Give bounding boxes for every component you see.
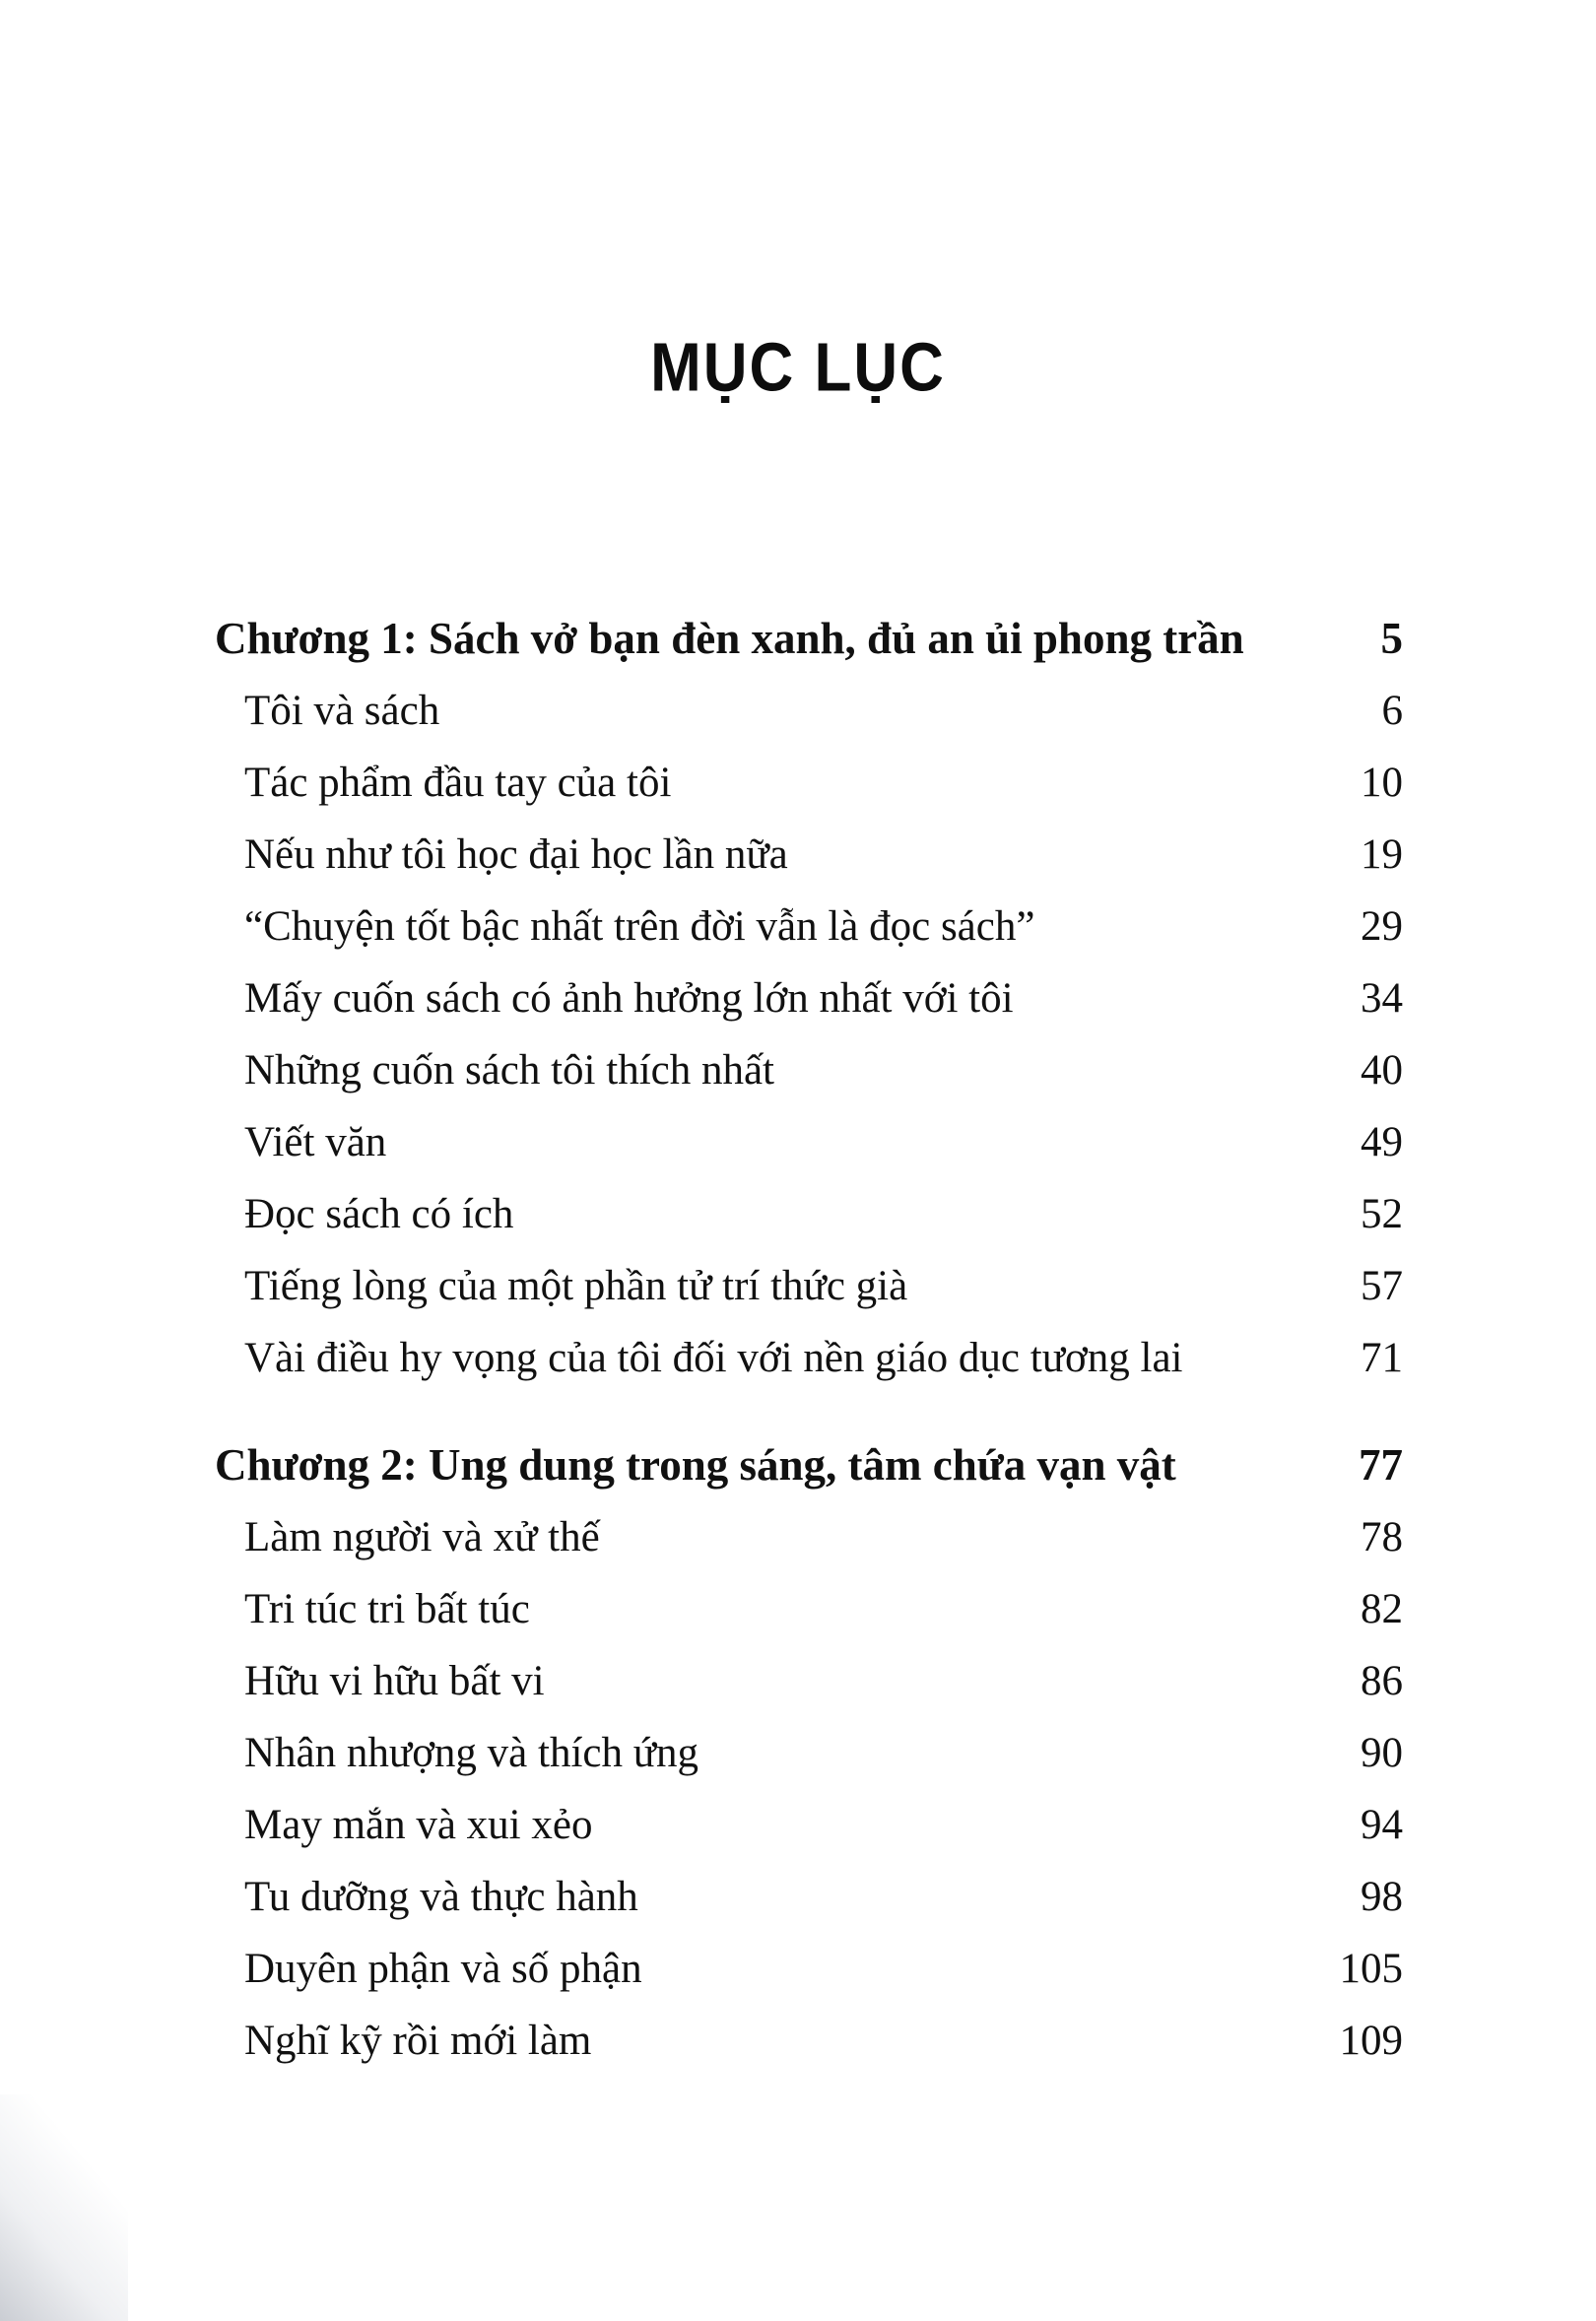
- toc-entry-page: 105: [1339, 1946, 1403, 1992]
- toc-entry-title: Tiếng lòng của một phần tử trí thức già: [244, 1263, 908, 1309]
- toc-entry-page: 94: [1361, 1802, 1403, 1848]
- toc-chapter-row: [215, 603, 1403, 675]
- toc-entry-page: 98: [1361, 1874, 1403, 1920]
- toc-entry-title: Nếu như tôi học đại học lần nữa: [244, 831, 788, 878]
- toc-entry-title: Nghĩ kỹ rồi mới làm: [244, 2018, 592, 2064]
- toc-entry-title: Mấy cuốn sách có ảnh hưởng lớn nhất với tôi: [244, 975, 1014, 1022]
- toc-entry-title: Đọc sách có ích: [244, 1191, 514, 1237]
- toc-entry-page: 19: [1361, 831, 1403, 878]
- toc-entry-page: 78: [1361, 1514, 1403, 1560]
- page-title: MỤC LỤC: [650, 329, 946, 406]
- toc-entry-title: Tri túc tri bất túc: [244, 1586, 530, 1632]
- toc-entry-row: [215, 1106, 1403, 1178]
- toc-entry-title: “Chuyện tốt bậc nhất trên đời vẫn là đọc sách”: [244, 903, 1035, 950]
- toc-entry-row: [215, 1178, 1403, 1250]
- toc-entry-page: 90: [1361, 1730, 1403, 1776]
- toc-entry-row: [215, 675, 1403, 747]
- toc-entry-page: 29: [1361, 903, 1403, 950]
- toc-entry-title: Hữu vi hữu bất vi: [244, 1658, 545, 1704]
- toc-entry-row: [215, 1789, 1403, 1861]
- toc-chapter-title: Chương 2: Ung dung trong sáng, tâm chứa vạn vật: [215, 1440, 1176, 1490]
- toc-entry-row: [215, 962, 1403, 1034]
- toc-entry-page: 71: [1361, 1335, 1403, 1381]
- toc-entry-page: 6: [1381, 688, 1403, 734]
- toc-chapter-block-1: [215, 603, 1403, 1394]
- toc-entry-title: Những cuốn sách tôi thích nhất: [244, 1047, 775, 1094]
- toc-entry-row: [215, 1322, 1403, 1394]
- toc-entry-title: Tu dưỡng và thực hành: [244, 1874, 638, 1920]
- table-of-contents: [215, 603, 1403, 2077]
- toc-entry-row: [215, 1933, 1403, 2005]
- toc-entry-title: Nhân nhượng và thích ứng: [244, 1730, 699, 1776]
- toc-entry-title: Vài điều hy vọng của tôi đối với nền giáo dục tương lai: [244, 1335, 1183, 1381]
- toc-chapter-page: 77: [1359, 1440, 1403, 1490]
- toc-chapter-title: Chương 1: Sách vở bạn đèn xanh, đủ an ủi phong trần: [215, 614, 1244, 663]
- toc-chapter-row: [215, 1429, 1403, 1501]
- toc-entry-row: [215, 1501, 1403, 1573]
- toc-entry-title: Viết văn: [244, 1119, 387, 1165]
- toc-entry-page: 57: [1361, 1263, 1403, 1309]
- toc-entry-row: [215, 891, 1403, 962]
- toc-entry-title: Làm người và xử thế: [244, 1514, 600, 1560]
- toc-entry-page: 82: [1361, 1586, 1403, 1632]
- toc-entry-page: 10: [1361, 760, 1403, 806]
- toc-entry-page: 86: [1361, 1658, 1403, 1704]
- toc-entry-row: [215, 1645, 1403, 1717]
- toc-entry-page: 52: [1361, 1191, 1403, 1237]
- toc-entry-row: [215, 1861, 1403, 1933]
- toc-chapter-page: 5: [1380, 614, 1403, 663]
- toc-entry-title: Duyên phận và số phận: [244, 1946, 642, 1992]
- toc-entry-row: [215, 1034, 1403, 1106]
- toc-entry-row: [215, 747, 1403, 819]
- toc-entry-title: Tôi và sách: [244, 688, 440, 734]
- toc-entry-row: [215, 1250, 1403, 1322]
- toc-entry-row: [215, 1573, 1403, 1645]
- toc-entry-row: [215, 1717, 1403, 1789]
- toc-entry-page: 34: [1361, 975, 1403, 1022]
- toc-entry-title: Tác phẩm đầu tay của tôi: [244, 760, 672, 806]
- scan-shadow-artifact: [0, 2094, 128, 2321]
- toc-chapter-block-2: [215, 1429, 1403, 2077]
- toc-entry-row: [215, 819, 1403, 891]
- toc-entry-page: 109: [1339, 2018, 1403, 2064]
- toc-entry-title: May mắn và xui xẻo: [244, 1802, 593, 1848]
- toc-entry-row: [215, 2005, 1403, 2077]
- toc-entry-page: 49: [1361, 1119, 1403, 1165]
- toc-entry-page: 40: [1361, 1047, 1403, 1094]
